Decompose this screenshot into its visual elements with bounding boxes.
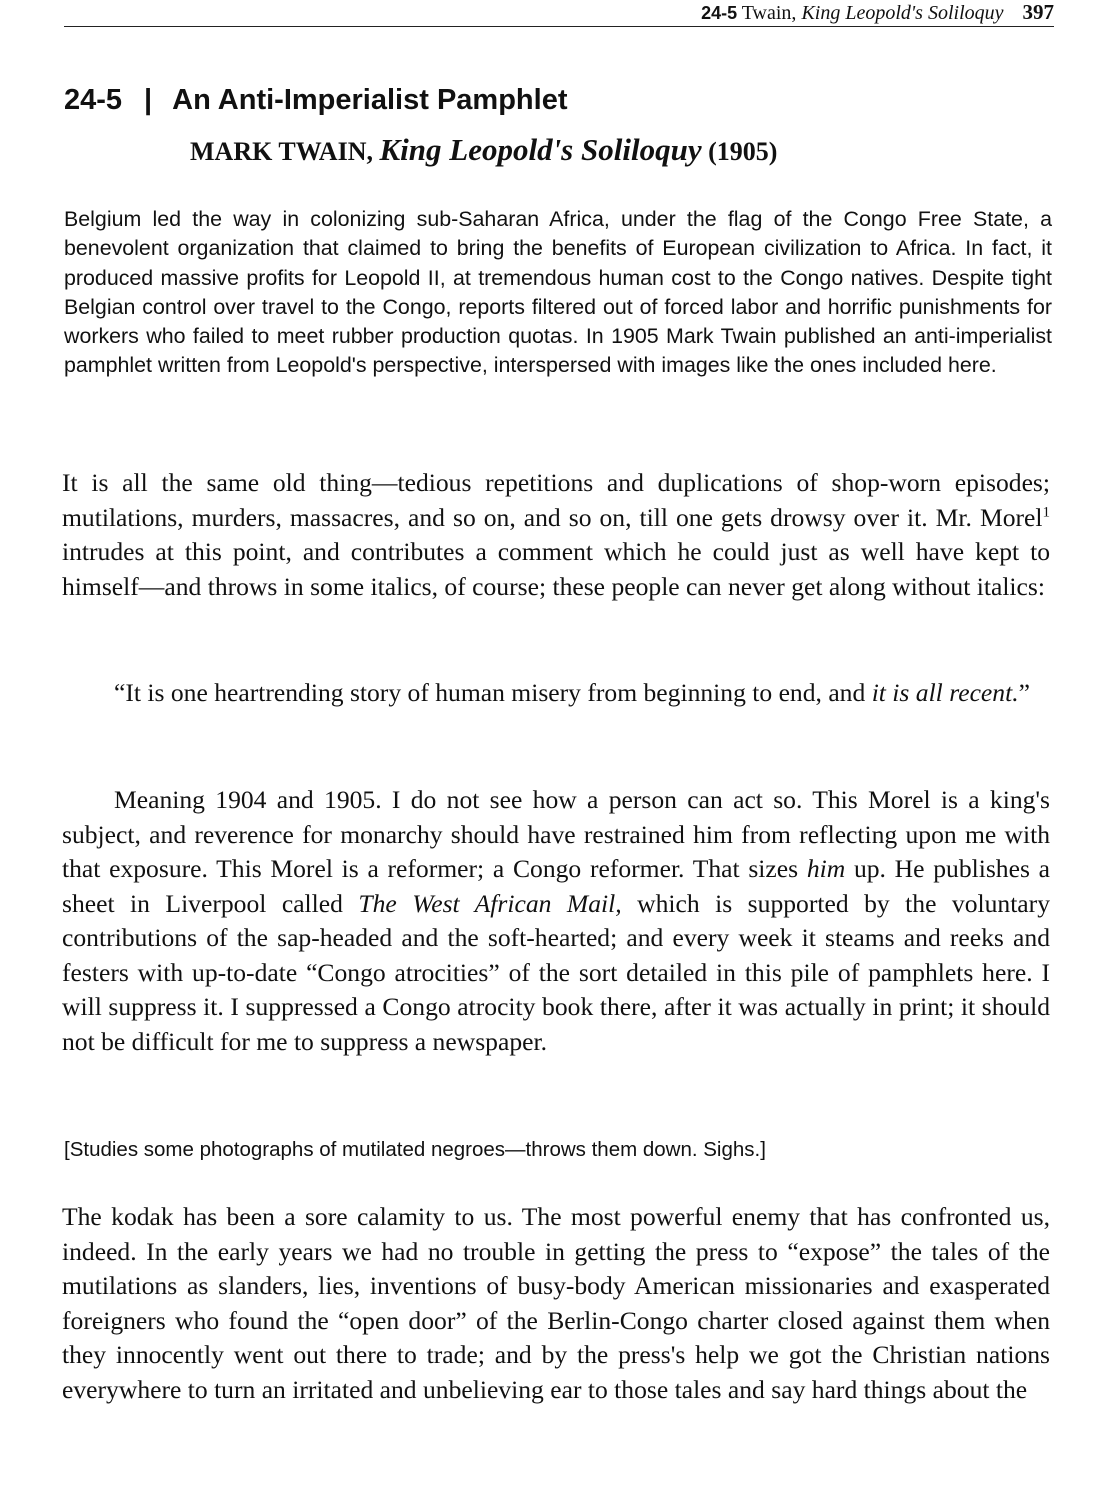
body-paragraph-1 bbox=[62, 466, 1050, 604]
document-subheading bbox=[190, 128, 777, 174]
footnote-ref: 1 bbox=[1042, 503, 1050, 520]
body-paragraph-3: The kodak has been a sore calamity to us. The most powerful enemy that has confronted us, indeed. In the early years we had no trouble in getting the press to “expose” the tales of the mutilations as slanders, lies, inventions of busy-body American missionaries and exasperated foreigners who found the “open door” of the Berlin-Congo charter closed against them when they innocently went out there to trade; and by the press's help we got the Christian nations everywhere to turn an irritated and unbelieving ear to those tales and say hard things about the bbox=[62, 1202, 1050, 1404]
quote-text-b: ” bbox=[1018, 678, 1030, 707]
paragraph-2-italic-him: him bbox=[806, 854, 846, 883]
paragraph-2-text-c: which is supported by the voluntary contributions of the sap-headed and the soft-hearted; and every week it steams and reeks and festers with up-to-date “Congo atrocities” of the sort detailed in this pile of pamphlets here. I will suppress it. I suppressed a Congo atrocity book there, after it was actually in print; it should not be difficult for me to suppress a newspaper. bbox=[62, 888, 1050, 1056]
work-title: King Leopold's Soliloquy bbox=[379, 132, 702, 167]
paragraph-1-text-a: It is all the same old thing—tedious repetitions and duplications of shop-worn episodes; mutilations, murders, massacres, and so on, and so on, till one gets drowsy over it. Mr. Morel bbox=[62, 468, 1050, 532]
page-number: 397 bbox=[1022, 0, 1054, 24]
publication-year: (1905) bbox=[708, 137, 778, 166]
paragraph-2-text-a: Meaning 1904 and 1905. I do not see how a person can act so. This Morel is a king's subject, and reverence for monarchy should have restrained him from reflecting upon me with that exposure. This Morel is a reformer; a Congo reformer. That sizes bbox=[62, 785, 1050, 883]
author-name: MARK TWAIN, bbox=[190, 137, 380, 166]
running-header-doc-number: 24-5 bbox=[701, 3, 738, 23]
body-paragraph-2 bbox=[62, 783, 1050, 1059]
running-header-title: King Leopold's Soliloquy bbox=[801, 2, 1004, 24]
quote-text-a: “It is one heartrending story of human misery from beginning to end, and bbox=[114, 678, 872, 707]
paragraph-2-text-b: up. He publishes a sheet in Liverpool called bbox=[62, 854, 1051, 918]
newspaper-title: The West African Mail, bbox=[358, 888, 622, 918]
block-quote bbox=[114, 676, 1048, 710]
heading-separator: | bbox=[144, 84, 153, 116]
document-title: An Anti-Imperialist Pamphlet bbox=[172, 84, 568, 116]
quote-italic: it is all recent. bbox=[871, 678, 1019, 707]
running-header bbox=[64, 0, 1054, 27]
document-number: 24-5 bbox=[64, 84, 123, 116]
running-header-title-prefix: Twain, bbox=[741, 2, 802, 24]
intro-paragraph: Belgium led the way in colonizing sub-Saharan Africa, under the flag of the Congo Free State, a benevolent organization that claimed to bring the benefits of European civilization to Africa. In fact, it produced massive profits for Leopold II, at tremendous human cost to the Congo natives. Despite tight Belgian control over travel to the Congo, reports filtered out of forced labor and horrific punishments for workers who failed to meet rubber production quotas. In 1905 Mark Twain published an anti-imperialist pamphlet written from Leopold's perspective, interspersed with images like the ones included here. bbox=[64, 207, 1052, 378]
document-heading bbox=[64, 80, 567, 120]
paragraph-1-text-b: intrudes at this point, and contributes a comment which he could just as well have kept to himself—and throws in some italics, of course; these people can never get along without italics: bbox=[62, 537, 1050, 601]
stage-direction: [Studies some photographs of mutilated negroes—throws them down. Sighs.] bbox=[64, 1138, 766, 1161]
